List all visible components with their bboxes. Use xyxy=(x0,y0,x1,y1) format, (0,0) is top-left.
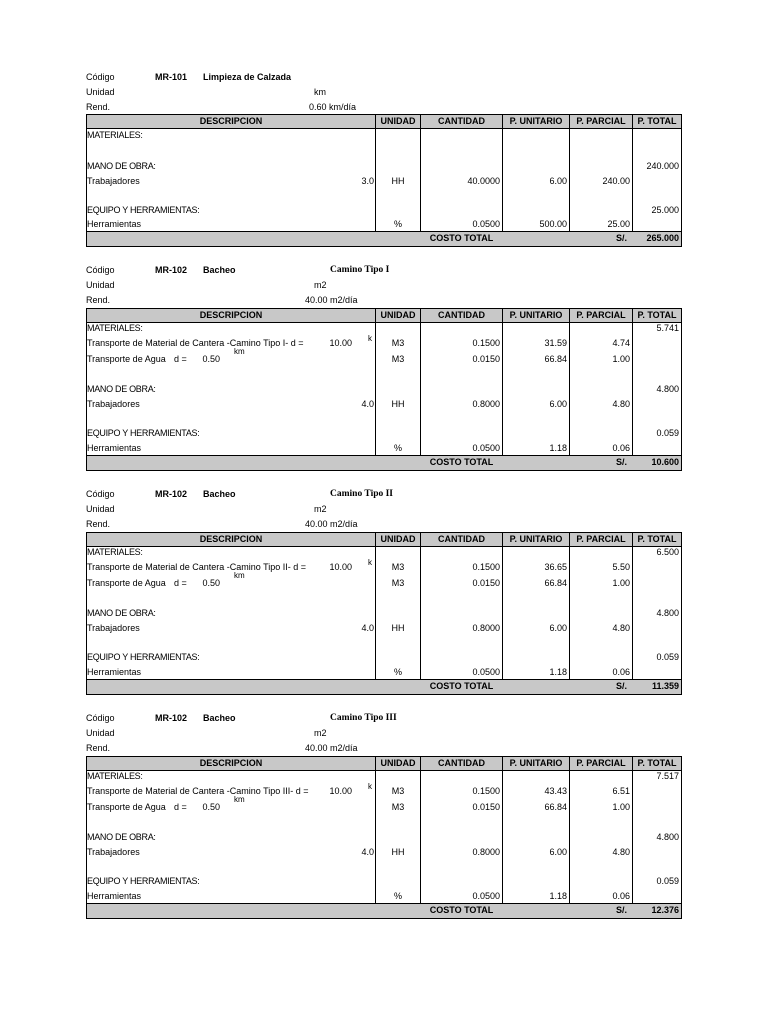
item-subtitle: Camino Tipo I xyxy=(330,265,390,275)
tools-cantidad: 0.0500 xyxy=(472,219,500,229)
item-name: Bacheo xyxy=(203,489,236,499)
item-code: MR-102 xyxy=(155,265,188,275)
labor-p-parcial: 240.00 xyxy=(602,176,630,186)
cost-table xyxy=(86,756,682,919)
mat1-p-parcial: 6.51 xyxy=(612,786,630,796)
tools-p-unitario: 1.18 xyxy=(549,667,567,677)
mat2-dist: 0.50 xyxy=(202,354,220,364)
item-rend: 0.60 km/día xyxy=(309,102,357,112)
unidad-label: Unidad xyxy=(86,504,115,514)
labor-unit: HH xyxy=(391,847,405,857)
col-unidad: UNIDAD xyxy=(380,534,416,544)
currency-label: S/. xyxy=(616,233,628,243)
labor-qty-workers: 4.0 xyxy=(361,847,374,857)
mat2-desc: Transporte de Agua xyxy=(87,578,166,588)
header-unit-row xyxy=(86,85,682,99)
mat2-p-parcial: 1.00 xyxy=(612,578,630,588)
unidad-label: Unidad xyxy=(86,87,115,97)
mat2-p-unitario: 66.84 xyxy=(544,802,567,812)
mat1-dist: 10.00 xyxy=(329,338,352,348)
currency-label: S/. xyxy=(616,681,628,691)
cost-analysis-block-mr101 xyxy=(86,70,682,250)
item-unit: m2 xyxy=(314,504,327,514)
mat2-unit: M3 xyxy=(391,578,405,588)
mat1-km: km xyxy=(234,795,245,804)
header-rend-row xyxy=(86,517,682,531)
mano-obra-label: MANO DE OBRA: xyxy=(87,832,156,842)
labor-total: 240.000 xyxy=(646,161,679,171)
tools-p-parcial: 0.06 xyxy=(612,667,630,677)
mat1-k: k xyxy=(368,782,372,791)
item-rend: 40.00 m2/día xyxy=(305,743,358,753)
mat2-cantidad: 0.0150 xyxy=(472,354,500,364)
tools-p-parcial: 0.06 xyxy=(612,443,630,453)
tools-p-unitario: 1.18 xyxy=(549,443,567,453)
col-p-total: P. TOTAL xyxy=(637,534,677,544)
mat2-dist: 0.50 xyxy=(202,802,220,812)
item-rend: 40.00 m2/día xyxy=(305,295,358,305)
item-unit: m2 xyxy=(314,728,327,738)
tools-total: 0.059 xyxy=(656,876,679,886)
cost-analysis-block-mr102-tipo3 xyxy=(86,711,682,921)
col-p-unitario: P. UNITARIO xyxy=(509,310,563,320)
tools-cantidad: 0.0500 xyxy=(472,667,500,677)
labor-p-parcial: 4.80 xyxy=(612,399,630,409)
col-p-total: P. TOTAL xyxy=(637,310,677,320)
mat1-cantidad: 0.1500 xyxy=(472,786,500,796)
labor-cantidad: 0.8000 xyxy=(472,399,500,409)
materials-total: 5.741 xyxy=(656,323,679,333)
col-p-parcial: P. PARCIAL xyxy=(576,534,626,544)
labor-cantidad: 0.8000 xyxy=(472,623,500,633)
header-unit-row xyxy=(86,502,682,516)
mat2-desc: Transporte de Agua xyxy=(87,354,166,364)
header-code-row xyxy=(86,711,682,725)
header-rend-row xyxy=(86,293,682,307)
mat1-desc: Transporte de Material de Cantera -Camino Tipo II- d = xyxy=(87,562,307,572)
labor-p-unitario: 6.00 xyxy=(549,623,567,633)
equipo-label: EQUIPO Y HERRAMIENTAS: xyxy=(87,205,200,215)
tools-unit: % xyxy=(393,667,402,677)
equipo-label: EQUIPO Y HERRAMIENTAS: xyxy=(87,428,200,438)
item-rend: 40.00 m2/día xyxy=(305,519,358,529)
mat2-p-parcial: 1.00 xyxy=(612,802,630,812)
mat2-d-label: d = xyxy=(174,578,187,588)
mat2-d-label: d = xyxy=(174,802,187,812)
mat2-p-unitario: 66.84 xyxy=(544,354,567,364)
header-unit-row xyxy=(86,278,682,292)
labor-qty-workers: 4.0 xyxy=(361,399,374,409)
herramientas-label: Herramientas xyxy=(87,667,142,677)
labor-qty-workers: 4.0 xyxy=(361,623,374,633)
cost-table xyxy=(86,308,682,471)
col-unidad: UNIDAD xyxy=(380,310,416,320)
costo-total-value: 12.376 xyxy=(651,905,679,915)
rend-label: Rend. xyxy=(86,743,111,753)
labor-unit: HH xyxy=(391,623,405,633)
costo-total-label: COSTO TOTAL xyxy=(429,681,494,691)
tools-total: 25.000 xyxy=(651,205,679,215)
mat1-unit: M3 xyxy=(391,786,405,796)
currency-label: S/. xyxy=(616,457,628,467)
herramientas-label: Herramientas xyxy=(87,891,142,901)
labor-unit: HH xyxy=(391,399,405,409)
mat1-k: k xyxy=(368,334,372,343)
mat2-cantidad: 0.0150 xyxy=(472,802,500,812)
materiales-label: MATERIALES: xyxy=(87,771,143,781)
mat1-km: km xyxy=(234,347,245,356)
header-unit-row xyxy=(86,726,682,740)
header-code-row xyxy=(86,263,682,277)
trabajadores-label: Trabajadores xyxy=(87,176,140,186)
mat1-dist: 10.00 xyxy=(329,786,352,796)
col-p-unitario: P. UNITARIO xyxy=(509,534,563,544)
labor-cantidad: 0.8000 xyxy=(472,847,500,857)
col-p-unitario: P. UNITARIO xyxy=(509,116,563,126)
item-name: Limpieza de Calzada xyxy=(203,72,292,82)
col-cantidad: CANTIDAD xyxy=(438,310,485,320)
herramientas-label: Herramientas xyxy=(87,443,142,453)
labor-p-unitario: 6.00 xyxy=(549,176,567,186)
unidad-label: Unidad xyxy=(86,728,115,738)
header-rend-row xyxy=(86,100,682,114)
tools-total: 0.059 xyxy=(656,652,679,662)
costo-total-label: COSTO TOTAL xyxy=(429,233,494,243)
col-p-unitario: P. UNITARIO xyxy=(509,758,563,768)
header-code-row xyxy=(86,70,682,84)
tools-p-parcial: 25.00 xyxy=(607,219,630,229)
mat2-unit: M3 xyxy=(391,354,405,364)
col-p-parcial: P. PARCIAL xyxy=(576,116,626,126)
trabajadores-label: Trabajadores xyxy=(87,847,140,857)
materials-total: 6.500 xyxy=(656,547,679,557)
item-code: MR-102 xyxy=(155,713,188,723)
mat1-desc: Transporte de Material de Cantera -Camino Tipo III- d = xyxy=(87,786,309,796)
labor-p-unitario: 6.00 xyxy=(549,399,567,409)
mano-obra-label: MANO DE OBRA: xyxy=(87,384,156,394)
header-code-row xyxy=(86,487,682,501)
codigo-label: Código xyxy=(86,265,115,275)
col-cantidad: CANTIDAD xyxy=(438,116,485,126)
labor-total: 4.800 xyxy=(656,384,679,394)
mat1-desc: Transporte de Material de Cantera -Camino Tipo I- d = xyxy=(87,338,304,348)
mat1-cantidad: 0.1500 xyxy=(472,338,500,348)
cost-analysis-block-mr102-tipo2 xyxy=(86,487,682,697)
mano-obra-label: MANO DE OBRA: xyxy=(87,161,156,171)
tools-unit: % xyxy=(393,443,402,453)
col-cantidad: CANTIDAD xyxy=(438,534,485,544)
codigo-label: Código xyxy=(86,72,115,82)
mat1-k: k xyxy=(368,558,372,567)
costo-total-label: COSTO TOTAL xyxy=(429,905,494,915)
item-name: Bacheo xyxy=(203,713,236,723)
col-unidad: UNIDAD xyxy=(380,758,416,768)
tools-unit: % xyxy=(393,891,402,901)
codigo-label: Código xyxy=(86,489,115,499)
costo-total-value: 11.359 xyxy=(651,681,679,691)
item-code: MR-101 xyxy=(155,72,188,82)
materiales-label: MATERIALES: xyxy=(87,323,143,333)
col-p-parcial: P. PARCIAL xyxy=(576,310,626,320)
equipo-label: EQUIPO Y HERRAMIENTAS: xyxy=(87,652,200,662)
cost-analysis-block-mr102-tipo1 xyxy=(86,263,682,473)
col-descripcion: DESCRIPCION xyxy=(199,534,263,544)
tools-cantidad: 0.0500 xyxy=(472,443,500,453)
materiales-label: MATERIALES: xyxy=(87,130,143,140)
unidad-label: Unidad xyxy=(86,280,115,290)
mat2-p-unitario: 66.84 xyxy=(544,578,567,588)
mano-obra-label: MANO DE OBRA: xyxy=(87,608,156,618)
tools-unit: % xyxy=(393,219,402,229)
mat1-p-unitario: 31.59 xyxy=(544,338,567,348)
header-rend-row xyxy=(86,741,682,755)
labor-p-unitario: 6.00 xyxy=(549,847,567,857)
mat1-km: km xyxy=(234,571,245,580)
mat2-desc: Transporte de Agua xyxy=(87,802,166,812)
currency-label: S/. xyxy=(616,905,628,915)
mat1-unit: M3 xyxy=(391,562,405,572)
trabajadores-label: Trabajadores xyxy=(87,399,140,409)
trabajadores-label: Trabajadores xyxy=(87,623,140,633)
equipo-label: EQUIPO Y HERRAMIENTAS: xyxy=(87,876,200,886)
mat1-p-parcial: 5.50 xyxy=(612,562,630,572)
cost-table xyxy=(86,532,682,695)
codigo-label: Código xyxy=(86,713,115,723)
labor-total: 4.800 xyxy=(656,608,679,618)
herramientas-label: Herramientas xyxy=(87,219,142,229)
tools-p-unitario: 1.18 xyxy=(549,891,567,901)
labor-unit: HH xyxy=(391,176,405,186)
col-cantidad: CANTIDAD xyxy=(438,758,485,768)
cost-table xyxy=(86,114,682,247)
mat1-p-unitario: 43.43 xyxy=(544,786,567,796)
col-p-total: P. TOTAL xyxy=(637,116,677,126)
labor-total: 4.800 xyxy=(656,832,679,842)
col-p-parcial: P. PARCIAL xyxy=(576,758,626,768)
mat2-d-label: d = xyxy=(174,354,187,364)
mat2-dist: 0.50 xyxy=(202,578,220,588)
mat1-p-unitario: 36.65 xyxy=(544,562,567,572)
item-subtitle: Camino Tipo III xyxy=(330,713,397,723)
mat1-dist: 10.00 xyxy=(329,562,352,572)
costo-total-value: 10.600 xyxy=(651,457,679,467)
item-unit: km xyxy=(314,87,326,97)
labor-qty-workers: 3.0 xyxy=(361,176,374,186)
mat2-cantidad: 0.0150 xyxy=(472,578,500,588)
col-p-total: P. TOTAL xyxy=(637,758,677,768)
mat2-p-parcial: 1.00 xyxy=(612,354,630,364)
col-unidad: UNIDAD xyxy=(380,116,416,126)
mat1-p-parcial: 4.74 xyxy=(612,338,630,348)
mat1-cantidad: 0.1500 xyxy=(472,562,500,572)
col-descripcion: DESCRIPCION xyxy=(199,310,263,320)
item-code: MR-102 xyxy=(155,489,188,499)
tools-cantidad: 0.0500 xyxy=(472,891,500,901)
tools-p-unitario: 500.00 xyxy=(539,219,567,229)
col-descripcion: DESCRIPCION xyxy=(199,116,263,126)
mat1-unit: M3 xyxy=(391,338,405,348)
tools-p-parcial: 0.06 xyxy=(612,891,630,901)
item-unit: m2 xyxy=(314,280,327,290)
materials-total: 7.517 xyxy=(656,771,679,781)
item-subtitle: Camino Tipo II xyxy=(330,489,394,499)
costo-total-label: COSTO TOTAL xyxy=(429,457,494,467)
col-descripcion: DESCRIPCION xyxy=(199,758,263,768)
mat2-unit: M3 xyxy=(391,802,405,812)
rend-label: Rend. xyxy=(86,102,111,112)
materiales-label: MATERIALES: xyxy=(87,547,143,557)
costo-total-value: 265.000 xyxy=(646,233,679,243)
rend-label: Rend. xyxy=(86,519,111,529)
labor-p-parcial: 4.80 xyxy=(612,847,630,857)
tools-total: 0.059 xyxy=(656,428,679,438)
labor-cantidad: 40.0000 xyxy=(467,176,500,186)
labor-p-parcial: 4.80 xyxy=(612,623,630,633)
rend-label: Rend. xyxy=(86,295,111,305)
item-name: Bacheo xyxy=(203,265,236,275)
